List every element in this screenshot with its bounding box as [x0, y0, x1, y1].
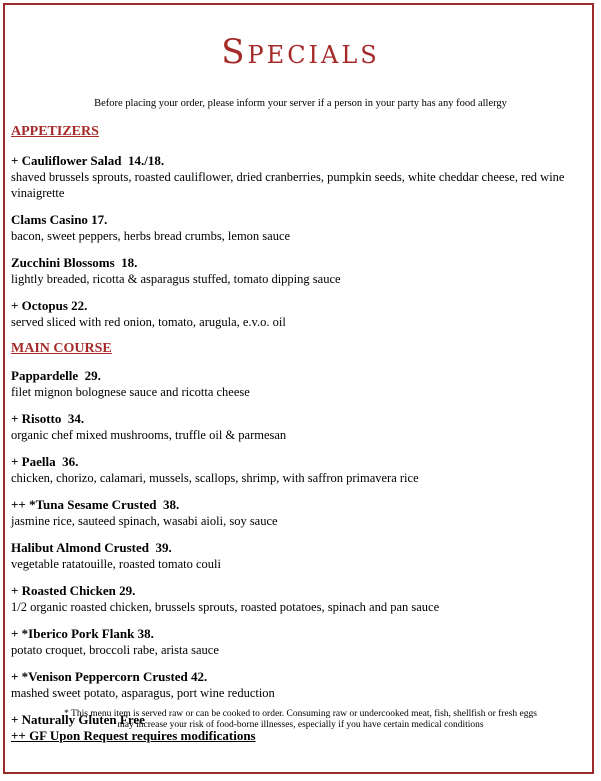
menu-item [11, 298, 581, 330]
item-description: mashed sweet potato, asparagus, port wine reduction [11, 686, 275, 700]
menu-item [11, 669, 581, 701]
item-name: + Octopus 22. [11, 298, 88, 313]
item-name: + Paella 36. [11, 454, 79, 469]
item-description: bacon, sweet peppers, herbs bread crumbs, lemon sauce [11, 229, 291, 243]
item-name: Zucchini Blossoms 18. [11, 255, 138, 270]
item-description: organic chef mixed mushrooms, truffle oil & parmesan [11, 428, 287, 442]
menu-content [11, 124, 581, 744]
item-description: 1/2 organic roasted chicken, brussels sprouts, roasted potatoes, spinach and pan sauce [11, 600, 440, 614]
menu-item [11, 411, 581, 443]
menu-item [11, 368, 581, 400]
menu-item [11, 497, 581, 529]
item-name: + Cauliflower Salad 14./18. [11, 153, 165, 168]
item-name: + *Venison Peppercorn Crusted 42. [11, 669, 208, 684]
menu-item [11, 454, 581, 486]
item-description: vegetable ratatouille, roasted tomato couli [11, 557, 221, 571]
item-name: + *Iberico Pork Flank 38. [11, 626, 154, 641]
item-description: potato croquet, broccoli rabe, arista sauce [11, 643, 219, 657]
item-name: + Roasted Chicken 29. [11, 583, 136, 598]
item-description: filet mignon bolognese sauce and ricotta cheese [11, 385, 250, 399]
item-name: Clams Casino 17. [11, 212, 108, 227]
menu-item [11, 626, 581, 658]
item-name: ++ *Tuna Sesame Crusted 38. [11, 497, 180, 512]
gf-request-legend: ++ GF Upon Request requires modifications [11, 728, 256, 743]
item-description: shaved brussels sprouts, roasted cauliflower, dried cranberries, pumpkin seeds, white cheddar cheese, red wine vinaigrette [11, 170, 565, 200]
item-description: lightly breaded, ricotta & asparagus stuffed, tomato dipping sauce [11, 272, 341, 286]
item-name: Pappardelle 29. [11, 368, 101, 383]
item-name: Halibut Almond Crusted 39. [11, 540, 172, 555]
raw-food-footnote: * This menu item is served raw or can be cooked to order. Consuming raw or undercooked meat, fish, shellfish or fresh eggs may increase your risk of food-borne illnesses, especially if you have certain medical conditions [64, 709, 537, 730]
menu-item [11, 212, 581, 244]
item-description: jasmine rice, sauteed spinach, wasabi aioli, soy sauce [11, 514, 278, 528]
allergy-notice: Before placing your order, please inform your server if a person in your party has any food allergy [94, 98, 507, 109]
section-heading-appetizers: APPETIZERS [11, 124, 99, 139]
item-description: chicken, chorizo, calamari, mussels, scallops, shrimp, with saffron primavera rice [11, 471, 419, 485]
gluten-free-legend: + Naturally Gluten Free [11, 712, 145, 727]
item-name: + Risotto 34. [11, 411, 85, 426]
menu-title: Specials [221, 32, 380, 72]
menu-item [11, 255, 581, 287]
item-description: served sliced with red onion, tomato, arugula, e.v.o. oil [11, 315, 286, 329]
menu-item [11, 540, 581, 572]
menu-item [11, 583, 581, 615]
section-heading-main-course: MAIN COURSE [11, 341, 112, 356]
menu-item [11, 153, 581, 201]
